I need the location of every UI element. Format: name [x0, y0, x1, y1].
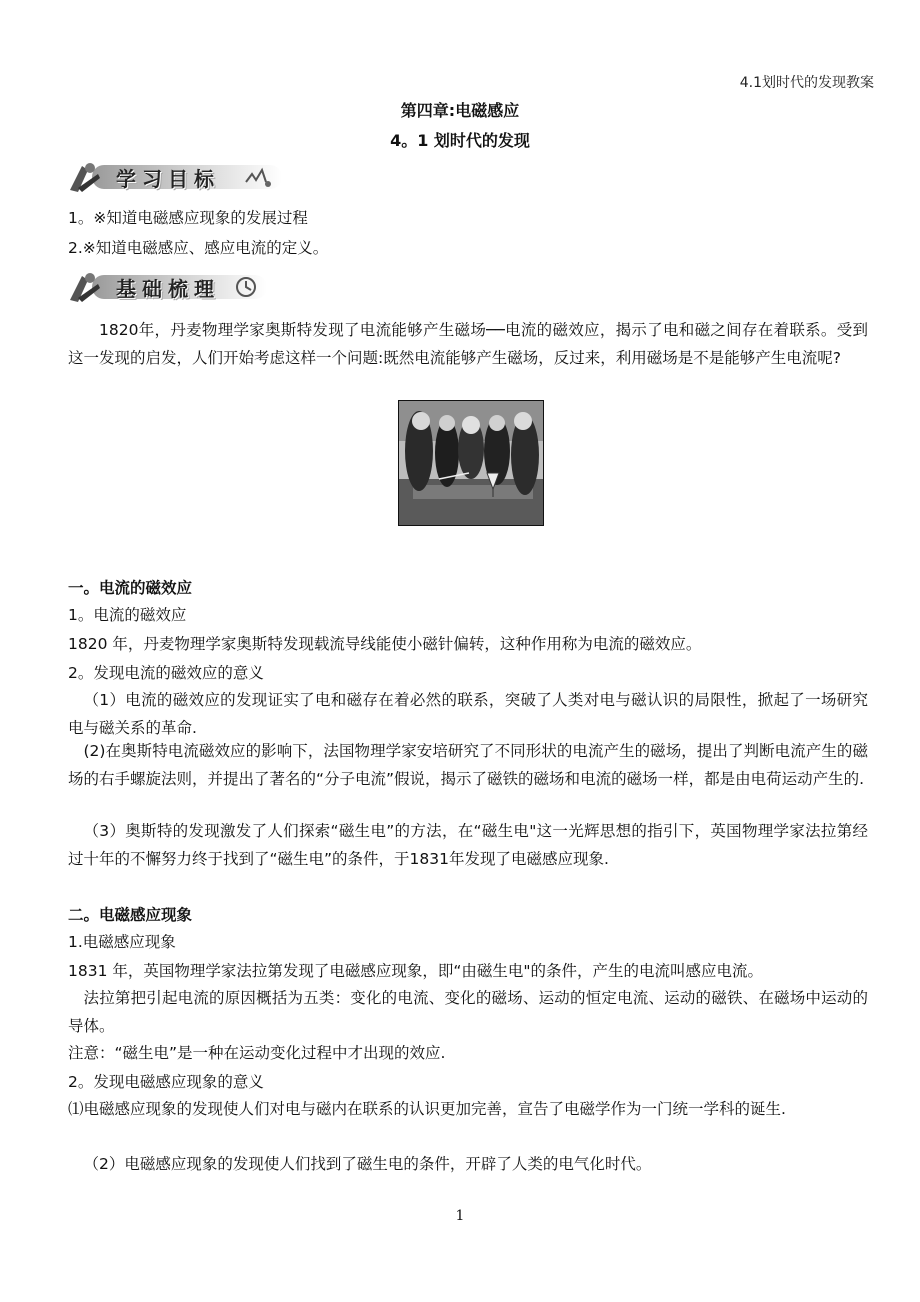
intro-paragraph: 1820年，丹麦物理学家奥斯特发现了电流能够产生磁场──电流的磁效应，揭示了电和磁之间存在着联系。受到这一发现的启发，人们开始考虑这样一个问题:既然电流能够产生磁场，反过来，利用磁场是不是能够产生电流呢?	[68, 321, 868, 367]
engraving-image	[399, 401, 544, 526]
basics-banner-label: 基础梳理	[116, 276, 220, 301]
section1-p3: (2)在奥斯特电流磁效应的影响下，法国物理学家安培研究了不同形状的电流产生的磁场，提出了判断电流产生的磁场的右手螺旋法则，并提出了著名的“分子电流”假说，揭示了磁铁的磁场和电流的磁场一样，都是由电荷运动产生的.	[68, 742, 868, 788]
section1-sub2: 2。发现电流的磁效应的意义	[68, 664, 264, 682]
section2-sub2: 2。发现电磁感应现象的意义	[68, 1073, 264, 1091]
section1-p1: 1820 年，丹麦物理学家奥斯特发现载流导线能使小磁针偏转，这种作用称为电流的磁效应。	[68, 635, 702, 653]
objectives-banner-label: 学习目标	[116, 166, 220, 191]
objective-item: 2.※知道电磁感应、感应电流的定义。	[68, 239, 329, 257]
page-number: 1	[455, 1208, 465, 1224]
objectives-banner	[68, 160, 283, 194]
section2-p4: ⑴电磁感应现象的发现使人们对电与磁内在联系的认识更加完善，宣告了电磁学作为一门统一学科的诞生.	[68, 1100, 786, 1118]
section1-heading: 一。电流的磁效应	[68, 579, 193, 597]
oersted-experiment-illustration	[398, 400, 544, 526]
running-header: 4.1划时代的发现教案	[739, 75, 874, 91]
section1-p2: （1）电流的磁效应的发现证实了电和磁存在着必然的联系，突破了人类对电与磁认识的局限性，掀起了一场研究电与磁关系的革命.	[68, 691, 868, 737]
section2-p2: 法拉第把引起电流的原因概括为五类：变化的电流、变化的磁场、运动的恒定电流、运动的磁铁、在磁场中运动的导体。	[68, 989, 868, 1035]
section2-heading: 二。电磁感应现象	[68, 906, 193, 924]
objective-item: 1。※知道电磁感应现象的发展过程	[68, 209, 308, 227]
section-title: 4。1 划时代的发现	[390, 131, 530, 150]
section1-p4: （3）奥斯特的发现激发了人们探索“磁生电”的方法，在“磁生电"这一光辉思想的指引下，英国物理学家法拉第经过十年的不懈努力终于找到了“磁生电”的条件，于1831年发现了电磁感应现象.	[68, 822, 868, 868]
chapter-title: 第四章:电磁感应	[400, 101, 520, 120]
basics-banner	[68, 270, 268, 304]
section2-p3: 注意：“磁生电”是一种在运动变化过程中才出现的效应.	[68, 1044, 446, 1062]
section2-sub1: 1.电磁感应现象	[68, 933, 176, 951]
section2-p5: （2）电磁感应现象的发现使人们找到了磁生电的条件，开辟了人类的电气化时代。	[83, 1155, 652, 1173]
section2-p1: 1831 年，英国物理学家法拉第发现了电磁感应现象，即“由磁生电"的条件，产生的电流叫感应电流。	[68, 962, 764, 980]
section1-sub1: 1。电流的磁效应	[68, 606, 187, 624]
